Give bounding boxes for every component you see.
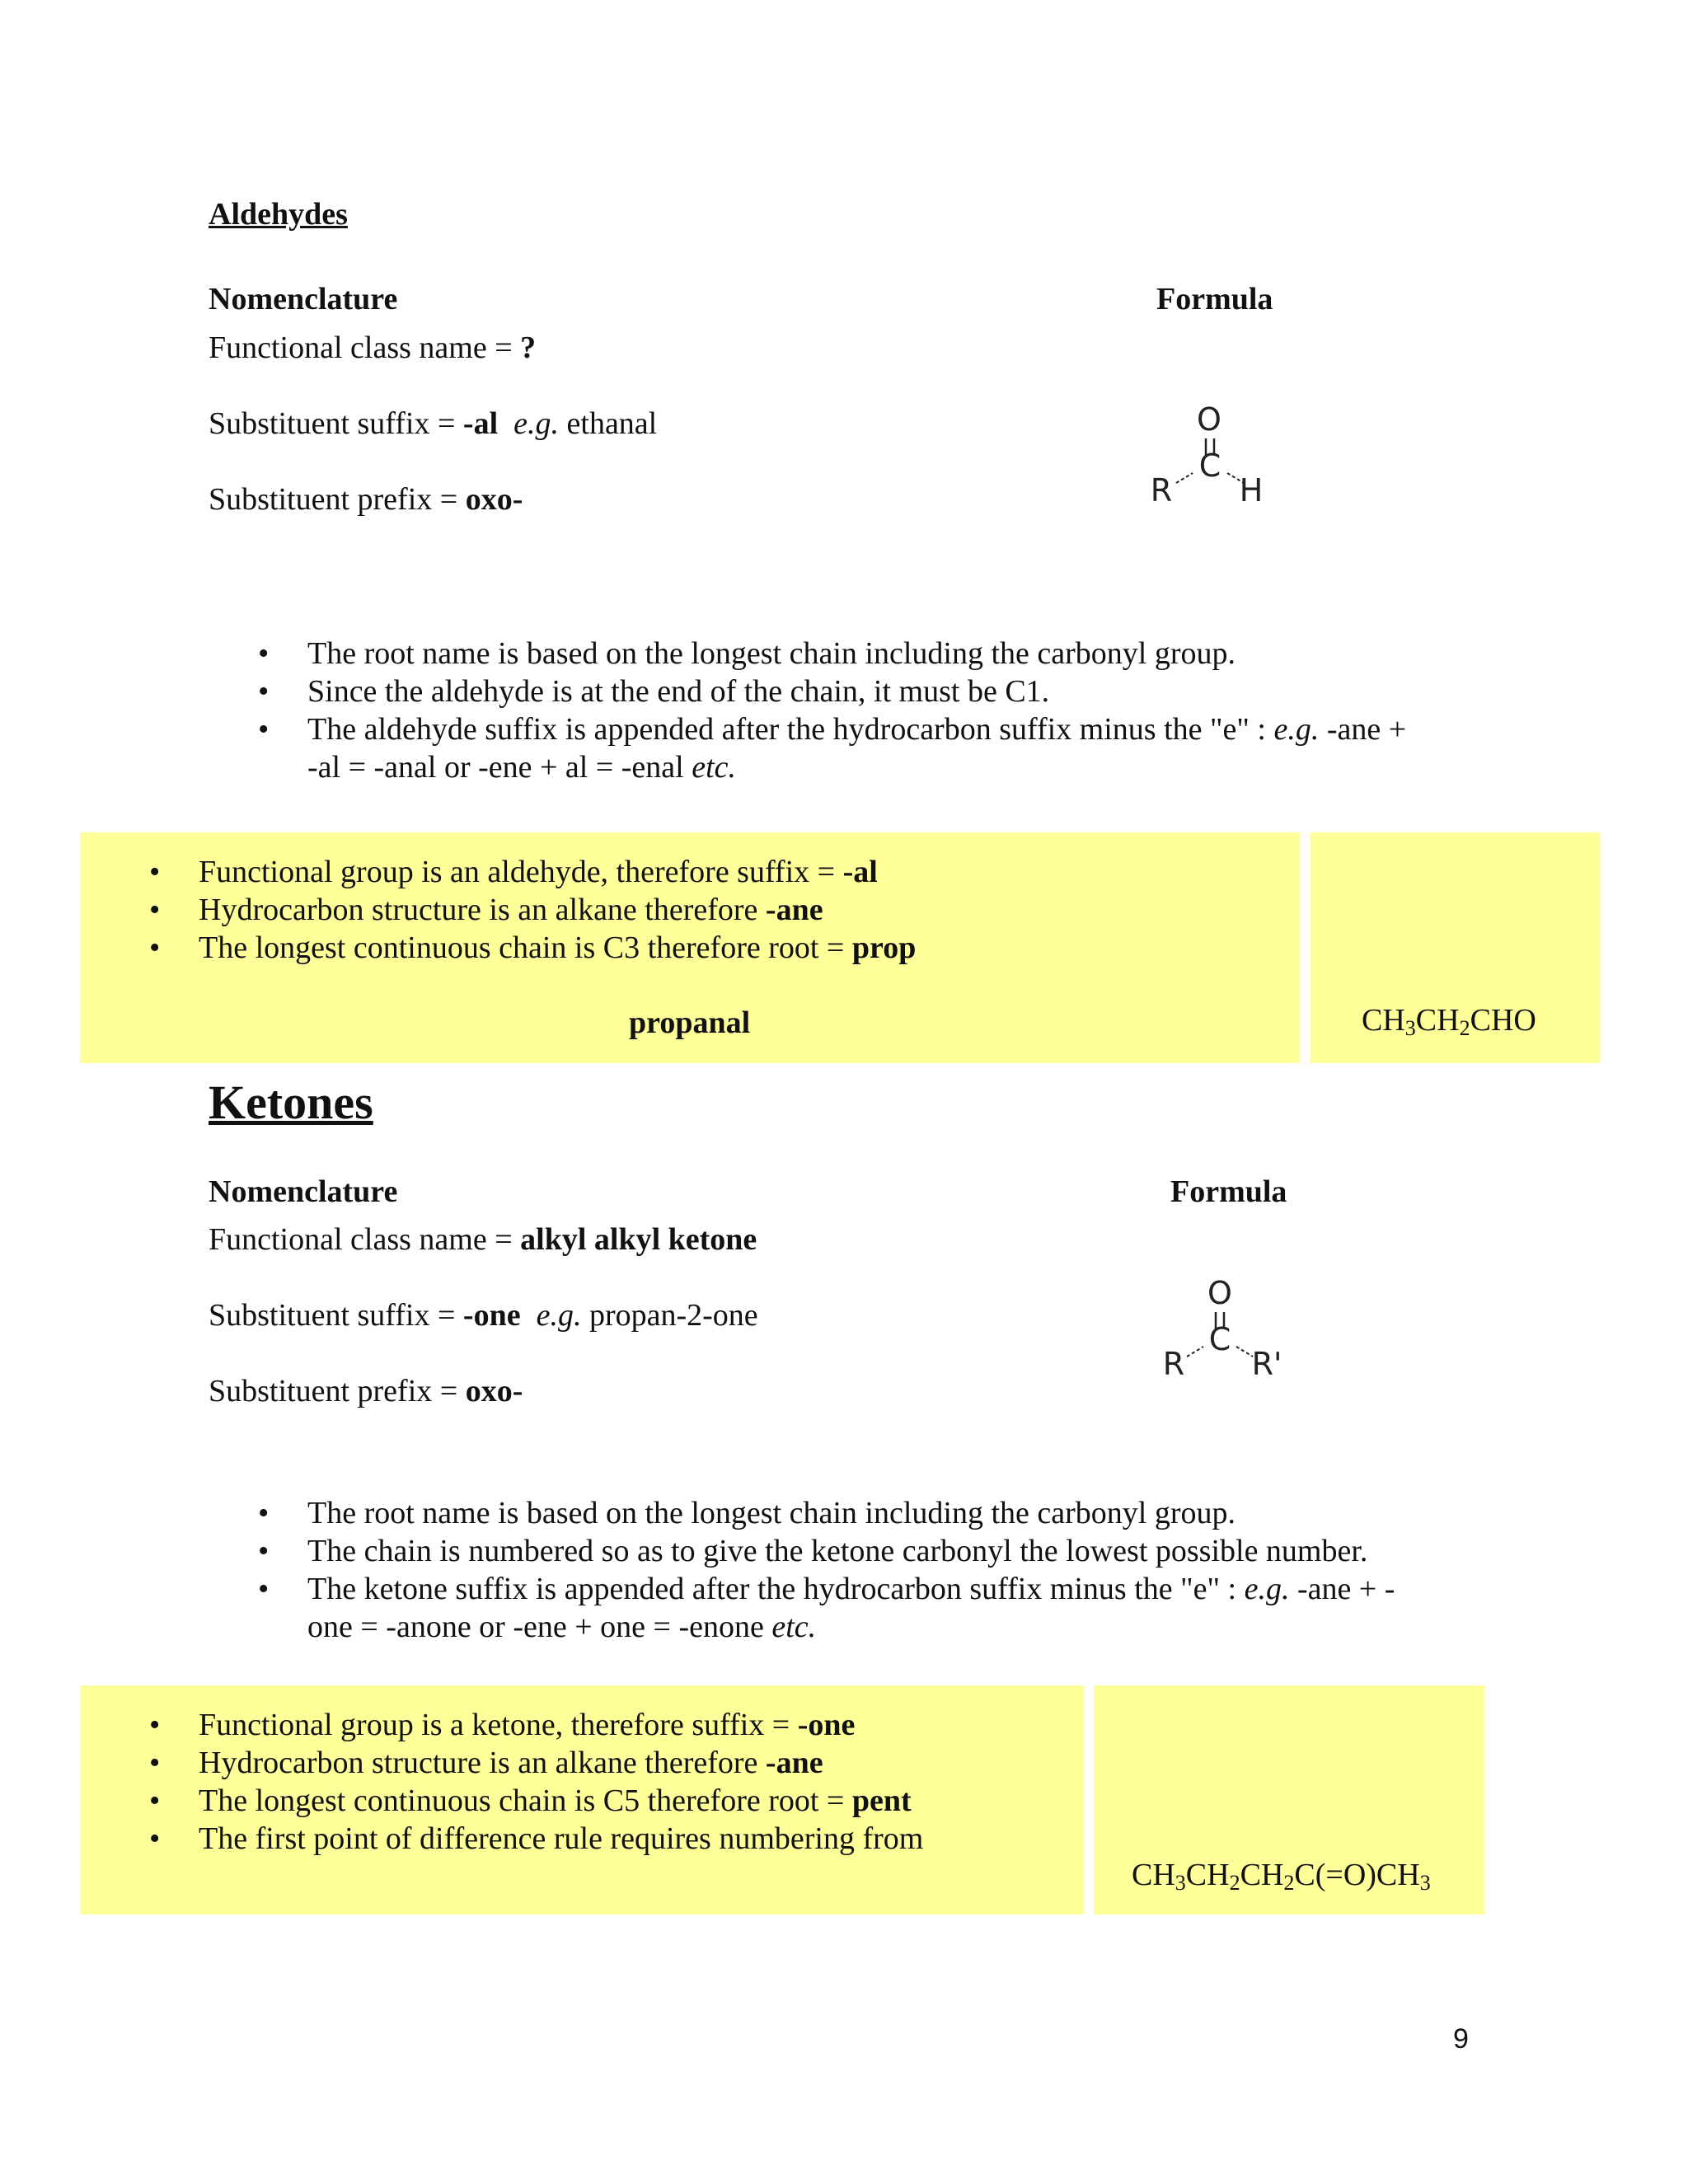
aldehydes-rules-list — [258, 635, 1407, 786]
list-item: • Functional group is a ketone, therefore suffix = -one — [149, 1708, 856, 1742]
list-item: • The longest continuous chain is C5 therefore root = pent — [149, 1783, 912, 1818]
ketones-title: Ketones — [209, 1076, 373, 1129]
ketone-example-formula: $CH_3CH_2CH_2C(=O)CH_3$ — [1132, 1858, 1431, 1895]
ketones-prefix: Substituent prefix = oxo- — [209, 1374, 523, 1408]
ketone-example-list — [149, 1706, 924, 1858]
list-item: • Since the aldehyde is at the end of the chain, it must be C1. — [258, 674, 1050, 709]
list-item: • The first point of difference rule requires numbering from — [149, 1821, 924, 1856]
aldehydes-formula-label: Formula — [1156, 282, 1273, 316]
list-item: • Hydrocarbon structure is an alkane therefore -ane — [149, 893, 823, 927]
aldehyde-example-formula: $CH_3CH_2CHO$ — [1362, 1003, 1536, 1040]
ketones-nomenclature-label: Nomenclature — [209, 1174, 398, 1209]
list-item: • The longest continuous chain is C3 therefore root = prop — [149, 930, 917, 965]
list-item: • Functional group is an aldehyde, therefore suffix = -al — [149, 855, 878, 889]
aldehyde-h-label: H — [1239, 472, 1264, 509]
list-item: • The ketone suffix is appended after the hydrocarbon suffix minus the "e" : e.g. -ane + - one = -anone or -ene + one = -enone etc. — [258, 1572, 1395, 1644]
aldehyde-example-name: propanal — [629, 1005, 751, 1040]
aldehydes-suffix: Substituent suffix = -al e.g. ethanal — [209, 406, 658, 441]
ketones-formula-label: Formula — [1170, 1174, 1287, 1209]
ketones-suffix: Substituent suffix = -one e.g. propan-2-one — [209, 1298, 758, 1333]
list-item: • Hydrocarbon structure is an alkane therefore -ane — [149, 1746, 823, 1780]
aldehyde-r-label: R — [1150, 472, 1173, 509]
ketone-r-label: R — [1162, 1346, 1185, 1382]
ketone-structure — [1152, 1269, 1301, 1385]
aldehyde-structure — [1142, 396, 1282, 511]
ketones-rules-list — [258, 1494, 1395, 1646]
aldehydes-functional-class: Functional class name = ? — [209, 330, 537, 365]
list-item: • The root name is based on the longest chain including the carbonyl group. — [258, 1496, 1236, 1530]
list-item: • The chain is numbered so as to give the ketone carbonyl the lowest possible number. — [258, 1534, 1368, 1568]
list-item: • The root name is based on the longest chain including the carbonyl group. — [258, 636, 1236, 671]
list-item: • The aldehyde suffix is appended after the hydrocarbon suffix minus the "e" : e.g. -ane + -al = -anal or -ene + al = -enal etc. — [258, 712, 1407, 785]
page-number: 9 — [1453, 2023, 1469, 2055]
ketones-functional-class: Functional class name = alkyl alkyl ketone — [209, 1222, 757, 1257]
ketone-o-label: O — [1207, 1275, 1232, 1311]
aldehyde-o-label: O — [1197, 401, 1221, 438]
aldehyde-example-list — [149, 853, 917, 967]
ketone-r-prime-label: R' — [1251, 1346, 1282, 1382]
ketone-c-label: C — [1208, 1321, 1231, 1357]
aldehydes-nomenclature-label: Nomenclature — [209, 282, 398, 316]
aldehydes-title: Aldehydes — [209, 197, 348, 232]
aldehyde-c-label: C — [1198, 448, 1221, 484]
aldehydes-prefix: Substituent prefix = oxo- — [209, 482, 523, 517]
